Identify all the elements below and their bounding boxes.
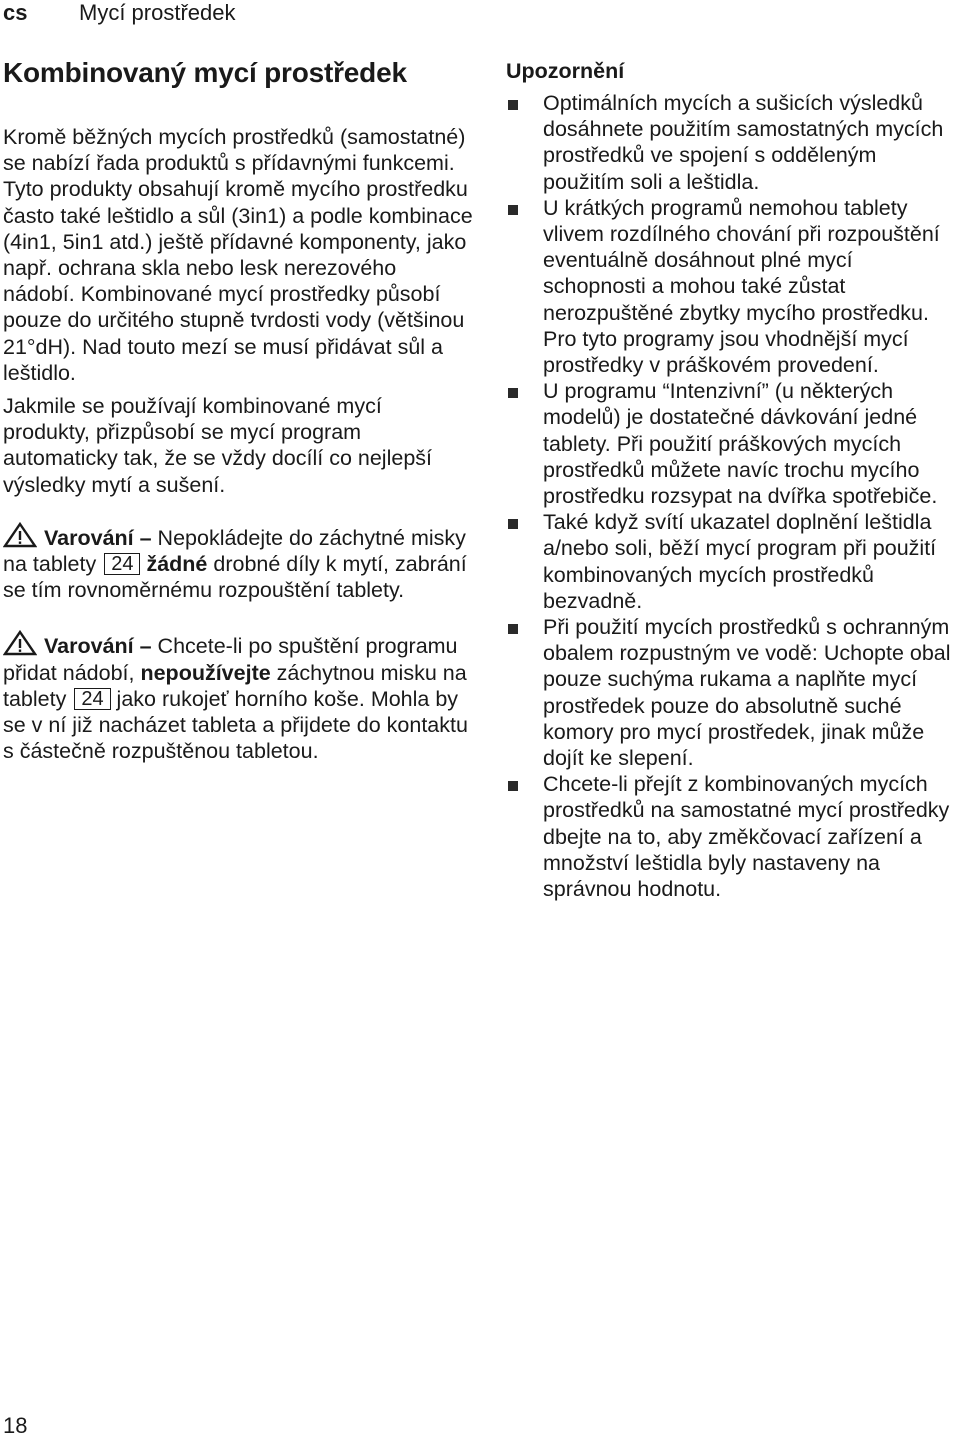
square-bullet-icon (508, 624, 518, 634)
warning-tablet-tray (3, 522, 473, 604)
list-item-text: Chcete‑li přejít z kombinovaných mycích prostředků na samostatné mycí prostředky dbejte na to, aby změkčovací zařízení a množství leštidla byly nastaveny na správnou hodnotu. (543, 772, 950, 902)
warning-emphasis: žádné (146, 552, 208, 577)
warning-triangle-icon (3, 522, 37, 548)
section-name: Mycí prostředek (79, 0, 236, 25)
list-item (506, 509, 960, 614)
intro-paragraph: Kromě běžných mycích prostředků (samostatné) se nabízí řada produktů s přídavnými funkcemi. Tyto produkty obsahují kromě mycího prostředku často také leštidlo a sůl (3in1) a podle kombinace (4in1, 5in1 atd.) ještě přídavné komponenty, jako např. ochrana skla nebo lesk nerezového nádobí. Kombinované mycí prostředky působí pouze do určitého stupně tvrdosti vody (většinou 21°dH). Nad touto mezí se musí přidávat sůl a leštidlo. (3, 125, 473, 385)
square-bullet-icon (508, 388, 518, 398)
list-item (506, 771, 960, 902)
list-item-text: Také když svítí ukazatel doplnění leštidla a/nebo soli, běží mycí program při použití kombinovaných mycích prostředků bezvadně. (543, 510, 937, 613)
square-bullet-icon (508, 205, 518, 215)
auto-program-paragraph: Jakmile se používají kombinované mycí produkty, přizpůsobí se mycí program automaticky tak, že se vždy docílí co nejlepší výsledky mytí a sušení. (3, 394, 433, 497)
list-item (506, 195, 960, 378)
warning-text: záchytnou misku na tablety (3, 660, 467, 711)
warning-text: jako rukojeť horního koše. Mohla by se v ní již nacházet tableta a přijdete do kontaktu s částečně rozpuštěnou tabletou. (3, 686, 468, 764)
page-header (0, 0, 960, 30)
list-item (506, 90, 960, 195)
right-column (506, 58, 960, 902)
list-item-text: Optimálních mycích a sušicích výsledků dosáhnete použitím samostatných mycích prostředků ve spojení s odděleným použitím soli a leštidla. (543, 91, 944, 194)
warning-emphasis: nepoužívejte (140, 660, 271, 685)
square-bullet-icon (508, 781, 518, 791)
warning-text: Chcete‑li po spuštění programu přidat nádobí, (3, 634, 458, 685)
warning-text: Nepokládejte do záchytné misky na tablety (3, 525, 466, 577)
part-reference: 24 (74, 688, 110, 710)
page-number: 18 (3, 1413, 28, 1438)
warning-text: drobné díly k mytí, zabrání se tím rovnoměrnému rozpouštění tablety. (3, 552, 467, 603)
list-item-text: Při použití mycích prostředků s ochranným obalem rozpustným ve vodě: Uchopte obal pouze suchýma rukama a naplňte mycí prostředek pouze do absolutně suché komory pro mycí prostředek, jinak může dojít ke slepení. (543, 615, 951, 771)
warning-label: Varování – (44, 525, 152, 550)
left-column (3, 56, 473, 764)
list-item-text: U krátkých programů nemohou tablety vlivem rozdílného chování při rozpouštění eventuálně dosáhnout plné mycí schopnosti a mohou také zůstat nerozpuštěné zbytky mycího prostředku. Pro tyto programy jsou vhodnější mycí prostředky v práškovém provedení. (543, 195, 940, 378)
page-title: Kombinovaný mycí prostředek (3, 57, 407, 88)
notes-heading: Upozornění (506, 59, 625, 83)
list-item (506, 378, 960, 509)
notes-list (506, 90, 960, 902)
language-code: cs (3, 0, 28, 25)
warning-label: Varování – (44, 634, 152, 659)
part-reference: 24 (104, 553, 140, 575)
list-item-text: U programu “Intenzivní” (u některých modelů) je dostatečné dávkování jedné tablety. Při použití práškových mycích prostředků můžete navíc trochu mycího prostředku rozsypat na dvířka spotřebiče. (543, 379, 938, 509)
list-item (506, 614, 960, 771)
warning-add-dishes (3, 630, 473, 764)
square-bullet-icon (508, 100, 518, 110)
square-bullet-icon (508, 519, 518, 529)
warning-triangle-icon (3, 630, 37, 656)
